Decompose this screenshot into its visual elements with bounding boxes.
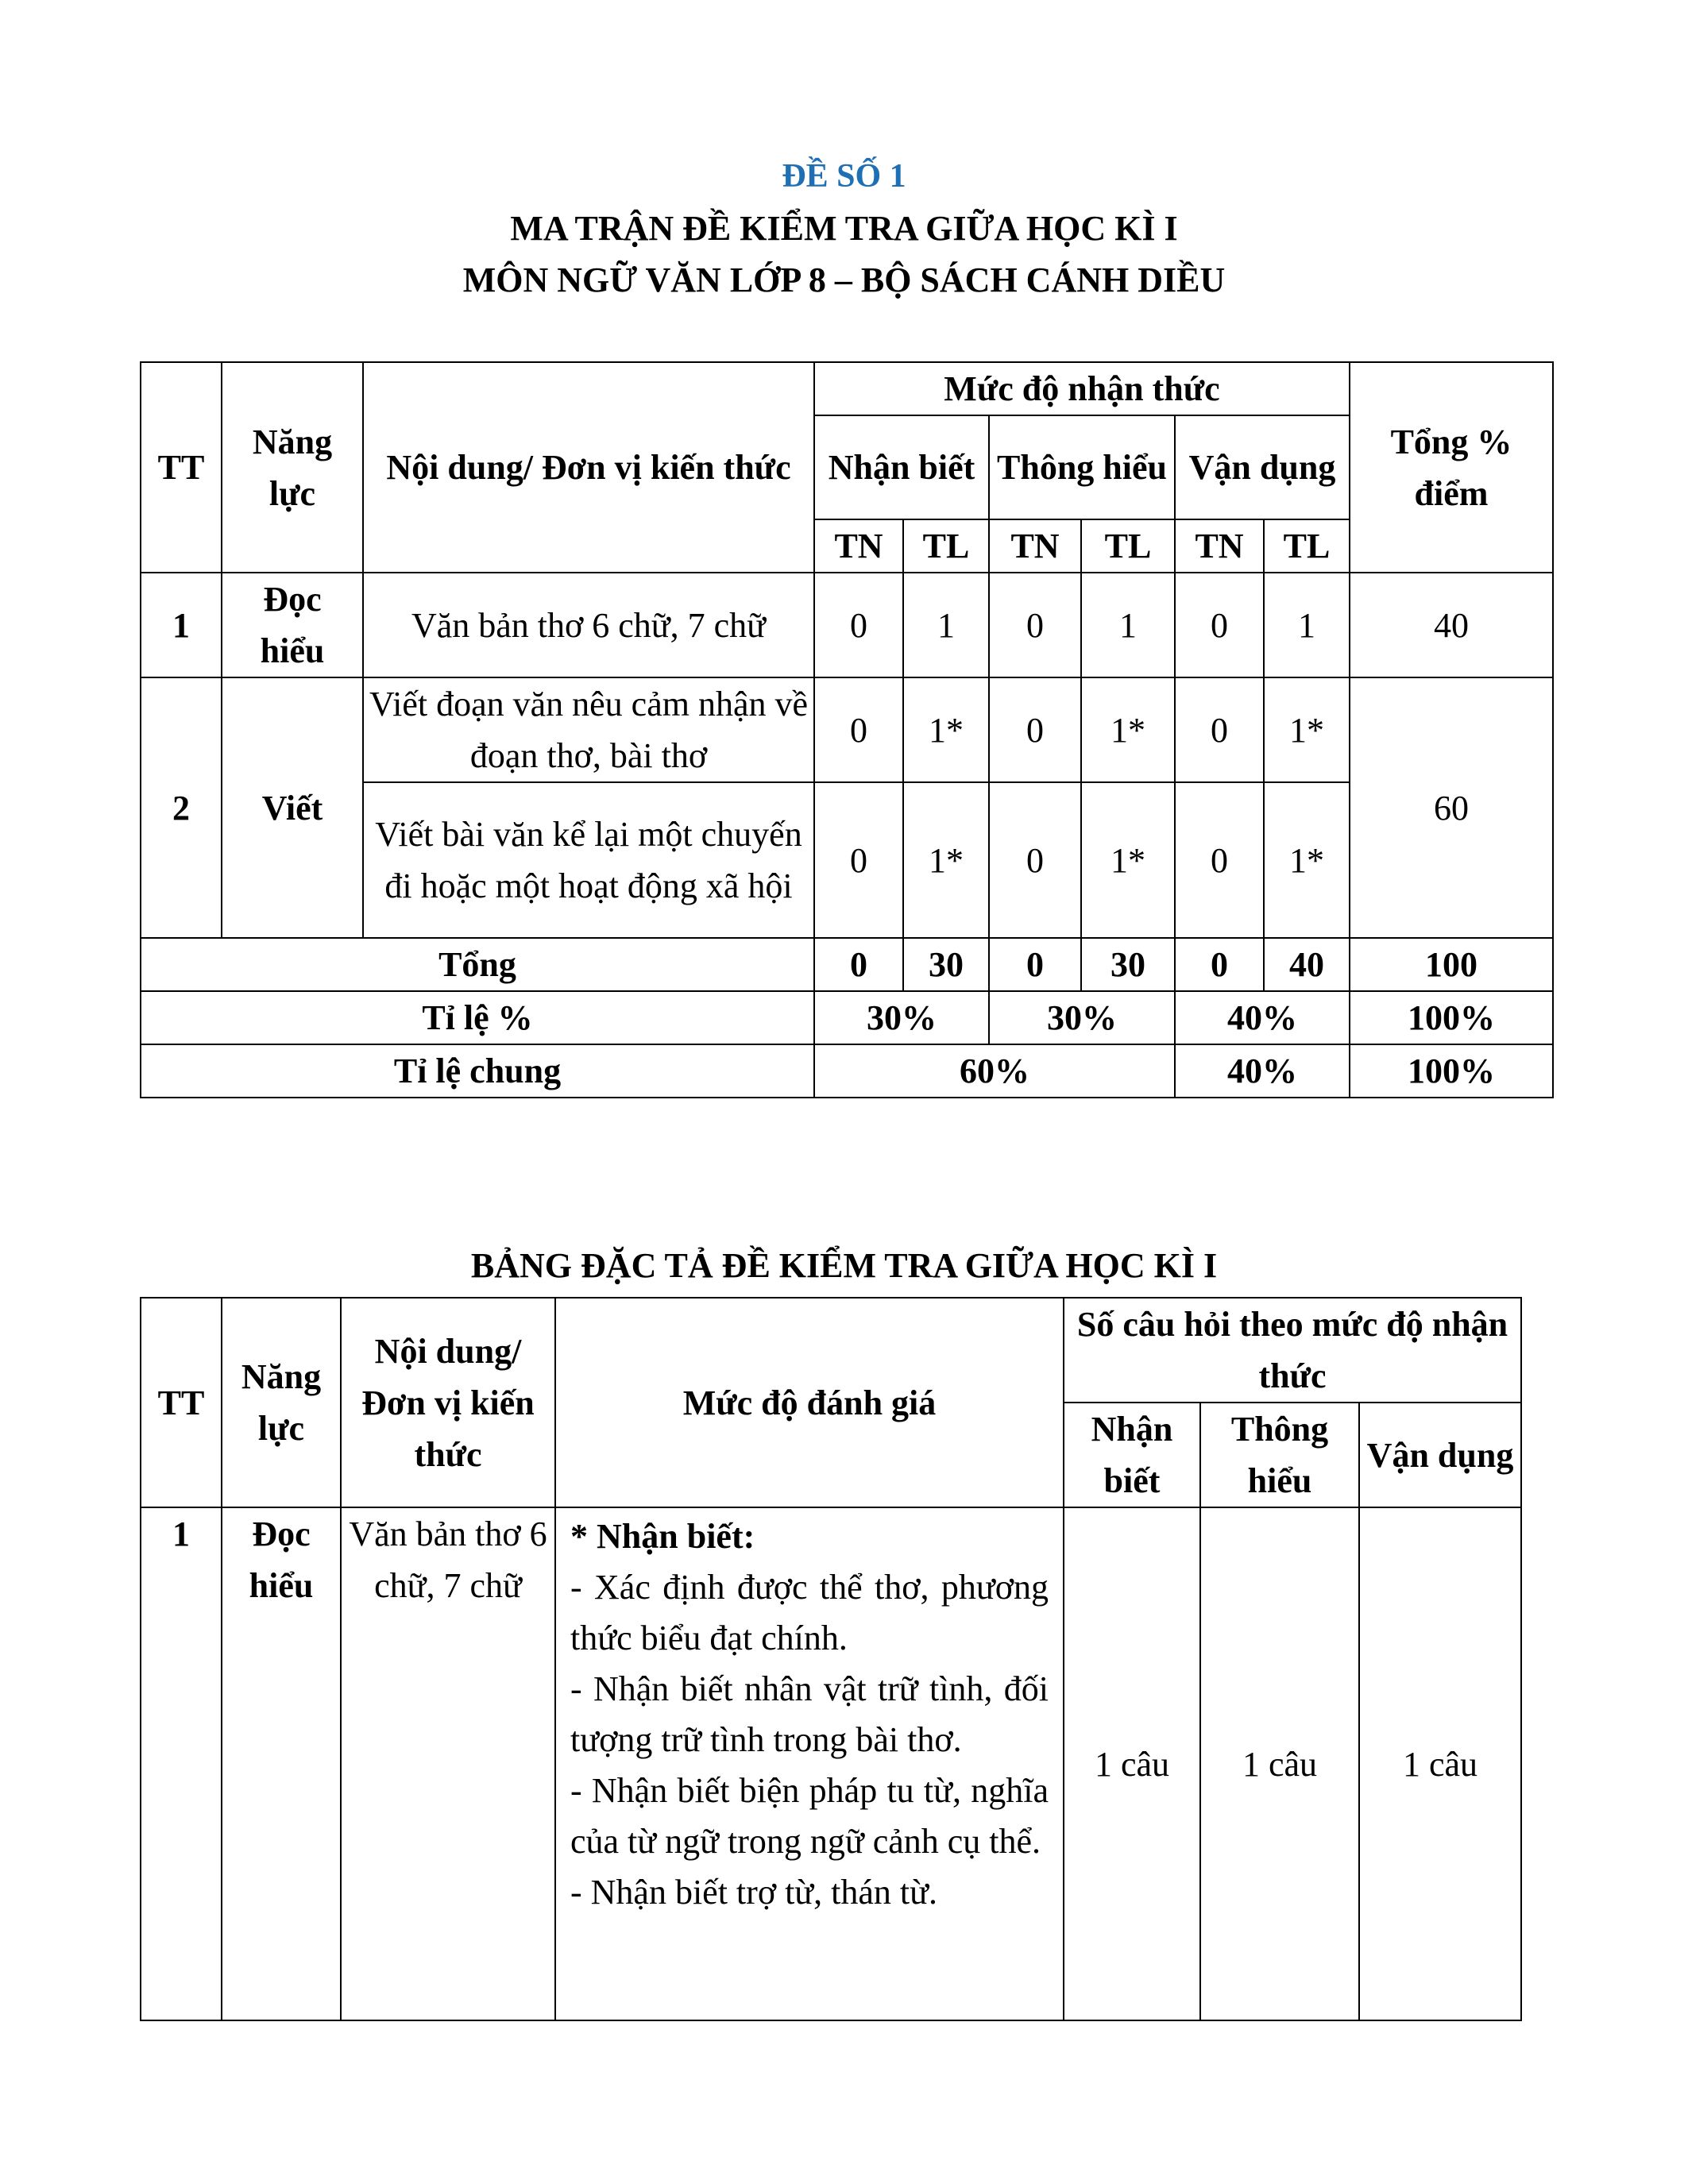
spec-header-thong-hieu: Thông hiểu [1200, 1403, 1359, 1507]
desc-item: - Nhận biết trợ từ, thán từ. [570, 1873, 937, 1912]
header-nang-luc: Năng lực [222, 362, 363, 573]
row1-tong: 40 [1350, 573, 1553, 677]
desc-item: - Nhận biết biện pháp tu từ, nghĩa của từ ngữ trong ngữ cảnh cụ thể. [570, 1771, 1049, 1861]
spec-header-nhan-biet: Nhận biết [1064, 1403, 1200, 1507]
row2b-value: 1* [1081, 782, 1175, 938]
document-number: ĐỀ SỐ 1 [782, 158, 906, 195]
row1-value: 1 [1264, 573, 1350, 677]
spec-header-so-cau-hoi: Số câu hỏi theo mức độ nhận thức [1064, 1298, 1521, 1403]
row1-value: 1 [1081, 573, 1175, 677]
row2a-value: 1* [1264, 677, 1350, 782]
row2a-noi-dung: Viết đoạn văn nêu cảm nhận về đoạn thơ, bài thơ [363, 677, 814, 782]
spec-row1-van-dung: 1 câu [1359, 1507, 1521, 2020]
row1-value: 0 [814, 573, 903, 677]
common-nb-th: 60% [814, 1044, 1175, 1098]
spec-header-van-dung: Vận dụng [1359, 1403, 1521, 1507]
common-label: Tỉ lệ chung [141, 1044, 814, 1098]
ratio-thong-hieu: 30% [989, 991, 1175, 1044]
spec-row1-nang-luc: Đọc hiểu [222, 1507, 341, 2020]
header-noi-dung: Nội dung/ Đơn vị kiến thức [363, 362, 814, 573]
ratio-nhan-biet: 30% [814, 991, 989, 1044]
header-nhan-biet: Nhận biết [814, 415, 989, 519]
desc-heading: * Nhận biết: [570, 1517, 755, 1556]
header-thong-hieu: Thông hiểu [989, 415, 1175, 519]
spec-row1-thong-hieu: 1 câu [1200, 1507, 1359, 2020]
row2-tong: 60 [1350, 677, 1553, 938]
total-value: 40 [1264, 938, 1350, 991]
spec-row1-nhan-biet: 1 câu [1064, 1507, 1200, 2020]
header-tl: TL [903, 519, 989, 573]
row2b-noi-dung: Viết bài văn kể lại một chuyến đi hoặc một hoạt động xã hội [363, 782, 814, 938]
ratio-label: Tỉ lệ % [141, 991, 814, 1044]
header-tt: TT [141, 362, 222, 573]
spec-row1-noi-dung: Văn bản thơ 6 chữ, 7 chữ [341, 1507, 555, 2020]
spec-row1-tt: 1 [141, 1507, 222, 2020]
total-value: 30 [1081, 938, 1175, 991]
header-muc-do: Mức độ nhận thức [814, 362, 1350, 415]
header-tn: TN [989, 519, 1081, 573]
header-tong: Tổng % điểm [1350, 362, 1553, 573]
ratio-van-dung: 40% [1175, 991, 1350, 1044]
row2a-value: 1* [1081, 677, 1175, 782]
row1-value: 0 [1175, 573, 1264, 677]
spec-row1-description [555, 1507, 1064, 2020]
row2a-value: 0 [989, 677, 1081, 782]
spec-title: BẢNG ĐẶC TẢ ĐỀ KIỂM TRA GIỮA HỌC KÌ I [470, 1246, 1218, 1285]
ratio-tong: 100% [1350, 991, 1553, 1044]
row1-noi-dung: Văn bản thơ 6 chữ, 7 chữ [363, 573, 814, 677]
row1-nang-luc: Đọc hiểu [222, 573, 363, 677]
desc-item: - Nhận biết nhân vật trữ tình, đối tượng trữ tình trong bài thơ. [570, 1669, 1049, 1759]
total-value: 0 [814, 938, 903, 991]
row2a-value: 0 [1175, 677, 1264, 782]
header-tn: TN [1175, 519, 1264, 573]
row2a-value: 1* [903, 677, 989, 782]
total-value: 0 [1175, 938, 1264, 991]
desc-item: - Xác định được thể thơ, phương thức biểu đạt chính. [570, 1568, 1049, 1657]
row2b-value: 0 [1175, 782, 1264, 938]
header-van-dung: Vận dụng [1175, 415, 1350, 519]
common-tong: 100% [1350, 1044, 1553, 1098]
row2-tt: 2 [141, 677, 222, 938]
row2b-value: 1* [903, 782, 989, 938]
header-tl: TL [1081, 519, 1175, 573]
row2-nang-luc: Viết [222, 677, 363, 938]
total-label: Tổng [141, 938, 814, 991]
spec-header-muc-do-danh-gia: Mức độ đánh giá [555, 1298, 1064, 1507]
common-van-dung: 40% [1175, 1044, 1350, 1098]
header-tl: TL [1264, 519, 1350, 573]
header-tn: TN [814, 519, 903, 573]
total-value: 30 [903, 938, 989, 991]
total-tong: 100 [1350, 938, 1553, 991]
spec-header-tt: TT [141, 1298, 222, 1507]
row1-tt: 1 [141, 573, 222, 677]
row2b-value: 0 [814, 782, 903, 938]
spec-header-nang-luc: Năng lực [222, 1298, 341, 1507]
row1-value: 0 [989, 573, 1081, 677]
row1-value: 1 [903, 573, 989, 677]
row2b-value: 0 [989, 782, 1081, 938]
row2a-value: 0 [814, 677, 903, 782]
spec-table [140, 1297, 1522, 2021]
spec-header-noi-dung: Nội dung/ Đơn vị kiến thức [341, 1298, 555, 1507]
total-value: 0 [989, 938, 1081, 991]
row2b-value: 1* [1264, 782, 1350, 938]
document-title: MA TRẬN ĐỀ KIỂM TRA GIỮA HỌC KÌ I [510, 209, 1178, 248]
matrix-table [140, 361, 1554, 1098]
document-subtitle: MÔN NGỮ VĂN LỚP 8 – BỘ SÁCH CÁNH DIỀU [462, 260, 1226, 299]
